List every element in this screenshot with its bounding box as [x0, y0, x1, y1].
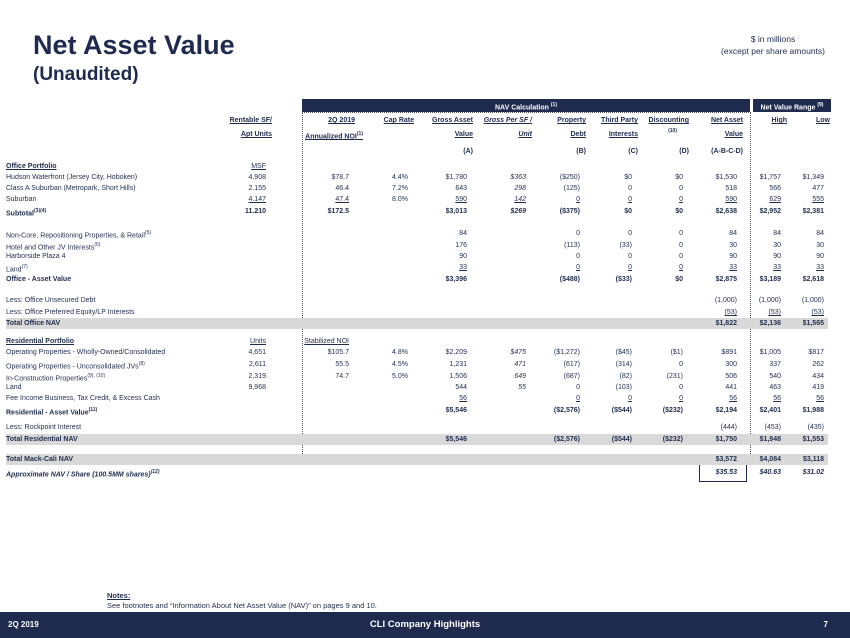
row-label	[6, 274, 71, 285]
table-row	[6, 434, 828, 445]
cell-net-asset-value: $2,875	[715, 276, 737, 283]
header-disc-sup-text: (10)	[668, 128, 677, 134]
cell-discounting: 0	[679, 361, 683, 368]
cell-third-party: ($544)	[611, 436, 632, 443]
cell-range-low: $2,618	[802, 276, 824, 283]
row-label-text: Less: Rockpoint Interest	[6, 424, 82, 431]
header-prop-code-text: (B)	[576, 148, 586, 155]
cell-third-party: 0	[628, 196, 632, 203]
cell-net-asset-value: (444)	[720, 424, 737, 431]
cell-range-high: $3,189	[759, 276, 781, 283]
table-row	[6, 318, 828, 329]
cell-range-high: $2,401	[759, 407, 781, 414]
cell-property-debt: 0	[576, 196, 580, 203]
cell-net-asset-value: 506	[725, 373, 737, 380]
table-row	[6, 467, 828, 478]
cell-net-asset-value: 441	[725, 384, 737, 391]
nav-calculation-footnote: (1)	[550, 102, 557, 108]
table-row	[6, 172, 828, 183]
units-note-line-1: $ in millions	[750, 34, 796, 44]
header-tp-code-text: (C)	[628, 148, 638, 155]
cell-third-party: 0	[628, 264, 632, 271]
header-rentable-top	[230, 117, 272, 124]
cell-gross-asset-value: $2,209	[445, 349, 467, 356]
units-note-line-2: (except per share amounts)	[721, 46, 825, 56]
cell-net-asset-value: $1,750	[715, 436, 737, 443]
table-row	[6, 359, 828, 370]
footer-title: CLI Company Highlights	[369, 619, 481, 630]
table-row	[6, 371, 828, 382]
cell-gross-asset-value: 56	[459, 395, 467, 402]
header-disc-code-text: (D)	[679, 148, 689, 155]
cell-net-asset-value: 518	[725, 185, 737, 192]
notes-text: See footnotes and “Information About Net Asset Value (NAV)” on pages 9 and 10.	[107, 601, 377, 610]
cell-property-debt: (113)	[564, 242, 580, 249]
row-label-text: Non-Core, Repositioning Properties, & Retail	[6, 232, 145, 240]
cell-net-asset-value: $1,530	[715, 174, 737, 181]
row-label-text: Office Portfolio	[6, 163, 57, 170]
row-label-text: Class A Suburban (Metropark, Short Hills)	[6, 185, 136, 192]
cell-property-debt: ($250)	[559, 174, 580, 181]
cell-noi: 74.7	[335, 373, 349, 380]
cell-rentable: 2,319	[248, 373, 266, 380]
cell-discounting: 0	[679, 185, 683, 192]
cell-net-asset-value: 30	[729, 242, 737, 249]
row-footnote: (7)	[21, 264, 28, 270]
cell-range-low: 262	[812, 361, 824, 368]
cell-range-low: $1,553	[802, 436, 824, 443]
cell-range-high: $1,005	[759, 349, 781, 356]
row-label	[6, 422, 81, 433]
header-low-text: Low	[816, 117, 830, 124]
cell-discounting: 0	[679, 253, 683, 260]
cell-gross-asset-value: 643	[455, 185, 467, 192]
table-row	[6, 382, 828, 393]
header-high	[771, 117, 787, 124]
header-prop-top-text: Property	[557, 117, 586, 124]
cell-range-low: $1,349	[802, 174, 824, 181]
cell-net-asset-value: $35.53	[715, 469, 737, 476]
cell-third-party: (103)	[615, 384, 632, 391]
cell-noi: $105.7	[327, 349, 349, 356]
cell-gross-per-unit: $269	[510, 208, 526, 215]
cell-cap-rate: 8.0%	[392, 196, 408, 203]
cell-range-low: (435)	[807, 424, 824, 431]
cell-discounting: 0	[679, 384, 683, 391]
cell-range-high: 90	[773, 253, 781, 260]
cell-range-low: 84	[816, 230, 824, 237]
table-row	[6, 161, 828, 172]
cell-range-low: $31.02	[802, 469, 824, 476]
cell-net-asset-value: 56	[729, 395, 737, 402]
cell-net-asset-value: 300	[725, 361, 737, 368]
header-gav-code-text: (A)	[463, 148, 473, 155]
cell-range-high: 629	[769, 196, 781, 203]
row-label	[6, 307, 135, 318]
cell-rentable: 11.210	[244, 208, 266, 215]
cell-noi: 55.5	[335, 361, 349, 368]
cell-gross-asset-value: $5,546	[445, 436, 467, 443]
header-low	[816, 117, 830, 124]
cell-cap-rate: 7.2%	[392, 185, 408, 192]
cell-net-asset-value: 90	[729, 253, 737, 260]
row-label	[6, 251, 66, 262]
cell-gross-asset-value: 33	[459, 264, 467, 271]
net-value-range-band	[753, 99, 831, 112]
cell-property-debt: (617)	[563, 361, 580, 368]
cell-property-debt: 0	[576, 384, 580, 391]
cell-gross-asset-value: 1,506	[449, 373, 467, 380]
header-rentable-top-text: Rentable SF/	[229, 117, 272, 124]
header-nav-top-text: Net Asset	[710, 117, 743, 124]
cell-net-asset-value: (1,000)	[714, 297, 737, 304]
row-footnote: (3)(4)	[34, 208, 47, 214]
net-value-range-footnote: (9)	[817, 102, 824, 108]
row-label-text: Hudson Waterfront (Jersey City, Hoboken)	[6, 174, 138, 181]
cell-range-high: 540	[769, 373, 781, 380]
cell-property-debt: 0	[576, 395, 580, 402]
units-note	[721, 33, 825, 57]
cell-discounting: $0	[675, 208, 683, 215]
table-row	[6, 295, 828, 306]
row-label-text: Operating Properties - Wholly-Owned/Consolidated	[6, 349, 166, 356]
header-tp-bot-text: Interests	[608, 131, 638, 138]
cell-range-high: $2,136	[759, 320, 781, 327]
row-label-text: Residential Portfolio	[6, 338, 75, 345]
cell-discounting: 0	[679, 196, 683, 203]
cell-property-debt: ($2,576)	[553, 436, 580, 443]
table-row	[6, 336, 828, 347]
table-row	[6, 183, 828, 194]
row-footnote: (5)	[144, 230, 152, 236]
row-label-text: Residential - Asset Value	[6, 409, 89, 417]
row-label-text: Total Mack-Cali NAV	[6, 456, 74, 463]
cell-property-debt: 0	[576, 230, 580, 237]
cell-noi: $172.5	[327, 208, 349, 215]
header-noi-bot-text: Annualized NOI	[305, 133, 357, 141]
cell-rentable: 2,611	[249, 361, 266, 368]
cell-gross-asset-value: 90	[459, 253, 467, 260]
row-label-text: Suburban	[6, 196, 37, 203]
row-label	[6, 183, 136, 194]
header-high-text: High	[771, 117, 787, 124]
footer-period: 2Q 2019	[8, 620, 39, 629]
cell-third-party: $0	[624, 208, 632, 215]
cell-cap-rate: 4.5%	[392, 361, 408, 368]
cell-range-high: $4,084	[759, 456, 781, 463]
cell-property-debt: ($1,272)	[553, 349, 580, 356]
row-label	[6, 161, 57, 172]
cell-discounting: ($232)	[662, 436, 683, 443]
cell-discounting: (231)	[666, 373, 683, 380]
cell-range-low: 419	[812, 384, 824, 391]
cell-range-high: 33	[773, 264, 781, 271]
cell-gross-per-unit: $363	[510, 174, 526, 181]
row-label	[6, 467, 160, 480]
cell-discounting: 0	[679, 395, 683, 402]
cell-gross-asset-value: $3,396	[445, 276, 467, 283]
row-label-text: Less: Office Unsecured Debt	[6, 297, 96, 304]
cell-range-high: $2,952	[759, 208, 781, 215]
table-row	[6, 228, 828, 239]
cell-gross-per-unit: 142	[514, 196, 526, 203]
cell-range-low: $1,988	[802, 407, 824, 414]
notes-title: Notes:	[107, 591, 131, 600]
row-footnote: (11)	[88, 407, 98, 413]
cell-noi: $78.7	[331, 174, 349, 181]
cell-range-low: 56	[816, 395, 824, 402]
row-label	[6, 393, 160, 404]
cell-discounting: ($1)	[670, 349, 683, 356]
row-label	[6, 318, 60, 329]
cell-net-asset-value: 590	[725, 196, 737, 203]
cell-third-party: 0	[628, 253, 632, 260]
cell-property-debt: ($2,576)	[553, 407, 580, 414]
cell-discounting: 0	[679, 230, 683, 237]
cell-gross-asset-value: 544	[455, 384, 467, 391]
row-label-text: Land	[6, 384, 22, 391]
cell-net-asset-value: $3,572	[715, 456, 737, 463]
table-row	[6, 274, 828, 285]
cell-property-debt: ($375)	[559, 208, 580, 215]
cell-third-party: 0	[628, 185, 632, 192]
cell-discounting: $0	[675, 276, 683, 283]
cell-range-low: $1,565	[802, 320, 824, 327]
cell-gross-asset-value: 176	[455, 242, 467, 249]
header-prop-bot-text: Debt	[570, 131, 586, 138]
cell-noi: Stabilized NOI	[304, 338, 349, 345]
header-nav-bot-text: Value	[724, 131, 743, 138]
header-noi-sup: (1)	[356, 131, 363, 137]
cell-noi: 47.4	[335, 196, 349, 203]
cell-range-low: $817	[808, 349, 824, 356]
row-label-text: Office - Asset Value	[6, 276, 72, 283]
row-label	[6, 194, 36, 205]
row-footnote: (9), (10)	[87, 373, 106, 379]
cell-net-asset-value: $2,638	[715, 208, 737, 215]
table-row	[6, 251, 828, 262]
row-label	[6, 382, 22, 393]
row-label-text: Land	[6, 266, 22, 274]
cell-range-high: 30	[773, 242, 781, 249]
cell-third-party: ($544)	[611, 407, 632, 414]
header-gav-bot-text: Value	[454, 131, 473, 138]
table-row	[6, 347, 828, 358]
cell-range-low: (53)	[811, 309, 824, 316]
cell-cap-rate: 5.0%	[392, 373, 408, 380]
table-row	[6, 454, 828, 465]
table-row	[6, 206, 828, 217]
table-row	[6, 307, 828, 318]
row-label	[6, 172, 137, 183]
cell-gross-per-unit: 649	[514, 373, 526, 380]
row-label	[6, 405, 97, 418]
row-label	[6, 206, 46, 219]
row-label	[6, 434, 78, 445]
header-tp-top-text: Third Party	[601, 117, 638, 124]
table-row	[6, 262, 828, 273]
cell-gross-per-unit: $475	[510, 349, 526, 356]
cell-range-low: $2,381	[802, 208, 824, 215]
page-title: Net Asset Value	[33, 30, 235, 60]
cell-range-high: $40.63	[759, 469, 781, 476]
nav-calculation-label: NAV Calculation	[494, 104, 549, 112]
cell-range-high: (53)	[768, 309, 781, 316]
row-footnote: (6)	[94, 242, 101, 248]
cell-gross-per-unit: 55	[518, 384, 526, 391]
cell-range-low: 477	[812, 185, 824, 192]
header-cap-text: Cap Rate	[383, 117, 414, 124]
cell-rentable: 4.908	[248, 174, 266, 181]
header-psf-bot-text: Unit	[518, 131, 532, 138]
cell-property-debt: 0	[576, 264, 580, 271]
cell-range-high: 56	[773, 395, 781, 402]
row-label-text: In-Construction Properties	[6, 375, 88, 383]
row-label-text: Operating Properties - Unconsolidated JVs	[6, 363, 139, 371]
row-label	[6, 347, 165, 358]
cell-range-high: $1,757	[759, 174, 781, 181]
table-row	[6, 422, 828, 433]
cell-range-low: 434	[812, 373, 824, 380]
cell-range-low: 555	[812, 196, 824, 203]
header-rentable-bot-text: Apt Units	[240, 131, 272, 138]
cell-net-asset-value: $1,822	[715, 320, 737, 327]
cell-third-party: ($45)	[615, 349, 632, 356]
row-footnote: (12)	[150, 469, 160, 475]
cell-rentable: 4,651	[248, 349, 266, 356]
cell-gross-asset-value: $1,780	[445, 174, 467, 181]
row-label-text: Subtotal	[6, 210, 34, 218]
header-psf-top-text: Gross Per SF /	[483, 117, 532, 124]
header-nav-code-text: (A-B-C-D)	[711, 148, 743, 155]
cell-range-low: (1,000)	[801, 297, 824, 304]
cell-range-high: 463	[769, 384, 781, 391]
cell-third-party: (314)	[615, 361, 632, 368]
cell-discounting: 0	[679, 264, 683, 271]
cell-third-party: 0	[628, 395, 632, 402]
row-label	[6, 295, 95, 306]
footer-bar	[0, 612, 850, 638]
row-label-text: Fee Income Business, Tax Credit, & Excess Cash	[6, 395, 160, 402]
cell-net-asset-value: (53)	[724, 309, 737, 316]
net-value-range-label: Net Value Range	[760, 104, 816, 112]
cell-property-debt: 0	[576, 253, 580, 260]
page-subtitle: (Unaudited)	[33, 64, 139, 85]
cell-rentable: 2.155	[248, 185, 266, 192]
cell-cap-rate: 4.4%	[392, 174, 408, 181]
cell-discounting: ($232)	[662, 407, 683, 414]
cell-third-party: (82)	[619, 373, 632, 380]
cell-gross-asset-value: 84	[459, 230, 467, 237]
header-disc-top-text: Discounting	[648, 117, 689, 124]
cell-cap-rate: 4.8%	[392, 349, 408, 356]
footer-page-number: 7	[823, 620, 828, 629]
cell-net-asset-value: $891	[721, 349, 737, 356]
cell-third-party: 0	[628, 230, 632, 237]
cell-third-party: ($33)	[615, 276, 632, 283]
table-row	[6, 194, 828, 205]
cell-range-high: $1,948	[759, 436, 781, 443]
cell-range-high: 84	[773, 230, 781, 237]
cell-third-party: $0	[624, 174, 632, 181]
cell-gross-per-unit: 298	[514, 185, 526, 192]
row-label-text: Total Residential NAV	[6, 436, 78, 443]
cell-gross-asset-value: $3,013	[445, 208, 467, 215]
cell-third-party: (33)	[619, 242, 632, 249]
cell-range-low: 30	[816, 242, 824, 249]
cell-property-debt: ($488)	[559, 276, 580, 283]
cell-range-low: 90	[816, 253, 824, 260]
cell-range-low: $3,118	[802, 456, 824, 463]
cell-net-asset-value: $2,194	[715, 407, 737, 414]
nav-calculation-band	[302, 99, 750, 112]
cell-discounting: 0	[679, 242, 683, 249]
cell-rentable: MSF	[251, 163, 266, 170]
table-row	[6, 405, 828, 416]
row-label-text: Total Office NAV	[6, 320, 61, 327]
cell-rentable: 4.147	[248, 196, 266, 203]
table-row	[6, 393, 828, 404]
cell-property-debt: (687)	[563, 373, 580, 380]
row-label-text: Harborside Plaza 4	[6, 253, 66, 260]
row-label	[6, 336, 74, 347]
table-row	[6, 240, 828, 251]
cell-gross-asset-value: 590	[455, 196, 467, 203]
cell-net-asset-value: 33	[729, 264, 737, 271]
cell-range-high: 337	[769, 361, 781, 368]
cell-gross-asset-value: 1,231	[449, 361, 467, 368]
cell-range-high: (1,000)	[758, 297, 781, 304]
row-label-text: Hotel and Other JV Interests	[6, 244, 95, 252]
row-label	[6, 454, 73, 465]
row-footnote: (8)	[138, 361, 145, 367]
cell-discounting: $0	[675, 174, 683, 181]
header-noi-top-text: 2Q 2019	[328, 117, 355, 124]
cell-net-asset-value: 84	[729, 230, 737, 237]
row-label-text: Less: Office Preferred Equity/LP Interests	[6, 309, 135, 316]
cell-gross-per-unit: 471	[514, 361, 526, 368]
row-label-text: Approximate NAV / Share (100.5MM shares)	[6, 471, 151, 479]
header-gav-top-text: Gross Asset	[432, 117, 473, 124]
cell-range-low: 33	[816, 264, 824, 271]
cell-rentable: Units	[250, 338, 266, 345]
cell-property-debt: (125)	[563, 185, 580, 192]
cell-gross-asset-value: $5,546	[445, 407, 467, 414]
notes	[107, 591, 377, 611]
cell-rentable: 9,968	[248, 384, 266, 391]
cell-noi: 46.4	[335, 185, 349, 192]
cell-range-high: 566	[769, 185, 781, 192]
cell-range-high: (453)	[764, 424, 781, 431]
header-rentable-bot	[241, 131, 272, 138]
